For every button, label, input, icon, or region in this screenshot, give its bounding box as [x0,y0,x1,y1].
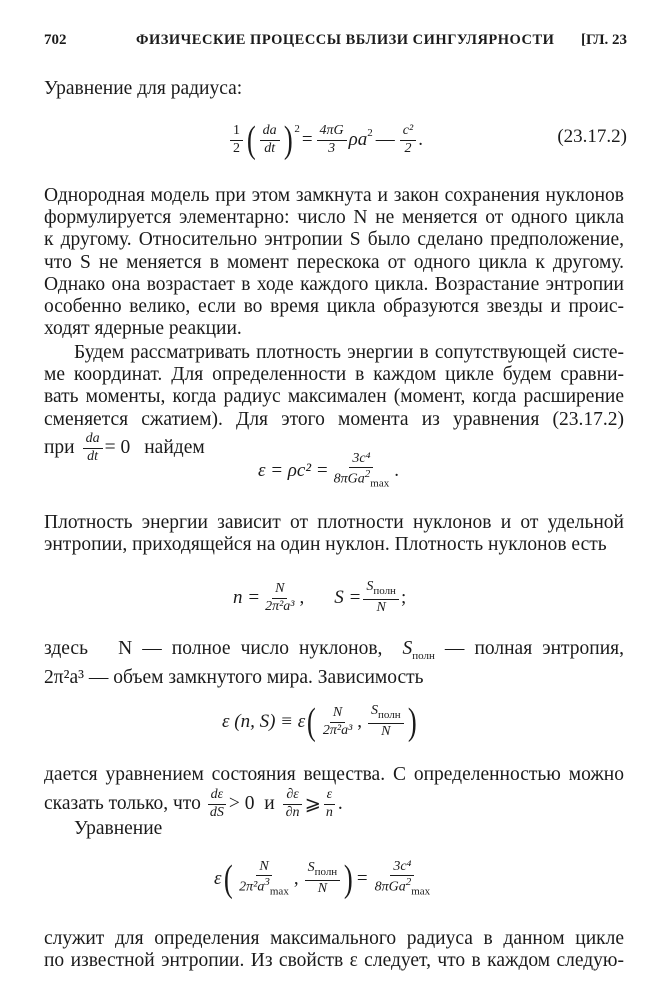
paragraph-energy-density-tail: при $\frac{da}{dt}$ = 0 найдем [44,431,205,464]
paragraph-energy-density: Будем рассматривать плотность энергии в сопутствующей систе- ме координат. Для определенности в каждом цикле будем сравни- вать моменты, когда радиус максимален (момент, когда расширение сменяется сжатием). Для этого момента из уравнения (23.17.2) [44,342,624,430]
equation-max-radius: ε ( $\frac{N}{2\pi^2a^3_{max}}$ , $\frac{S_{полн}}{N}$ ) = $\frac{\text{3c⁴}}{8\pi Ga^2_{max}}$ [214,858,431,900]
paragraph-homogeneous-model: Однородная модель при этом замкнута и закон сохранения нуклонов формулируется элементарно: число N не меняется от одного цикла к другому. Относительно энтропии S было сделано предположение, что S не меняется в момент перескока от одного цикла к другому. Однако она возрастает в ходе каждого цикла. Возрастание энтропии особенно велико, если во время цикла образуются звезды и проис- ходят ядерные реакции. [44,185,624,340]
chapter-label: [ГЛ. 23 [581,32,627,48]
page-number: 702 [44,32,67,48]
fraction-da-dt-inline: $\frac{da}{dt}$ [83,432,103,464]
equation-23-17-2: $\frac{1}{2}$ ( $\frac{da}{dt}$ ) $^2$ = $\frac{4\pi G}{3}$ ρa $^2$ — $\frac{\text{c²}}{2}$ . [228,112,423,168]
running-title: ФИЗИЧЕСКИЕ ПРОЦЕССЫ ВБЛИЗИ СИНГУЛЯРНОСТИ [136,32,555,48]
equation-epsilon-nS: ε (n, S) ≡ ε ( $\frac{N}{\text{2π²a³}}$ , $\frac{S_{полн}}{N}$ ) [222,701,417,743]
inequalities-line: сказать только, что $\frac{d\varepsilon}{dS}$ > 0 и $\frac{\partial\varepsilon}{\partial n}$ ⩾ $\frac{\varepsilon}{n}$ . [44,786,343,820]
equation-number: (23.17.2) [557,126,627,147]
fraction-Sfull-N: $\frac{S_{полн}}{N}$ [363,580,399,615]
equation-epsilon-max: ε = ρc² = $\frac{\text{3c⁴}}{8\pi Ga^2_{max}}$ . [258,450,399,490]
running-header [44,32,627,56]
paragraph-equation-of-state: дается уравнением состояния вещества. С определенностью можно [44,764,624,785]
paragraph-where: здесь N — полное число нуклонов, $S_{полн}$ — полная энтропия, 2π²a³ — объем замкнутого мира. Зависимость [44,638,625,689]
paragraph-nucleon-density: Плотность энергии зависит от плотности нуклонов и от удельной энтропии, приходящейся на один нуклон. Плотность нуклонов есть [44,512,624,556]
paragraph-equation-label: Уравнение [74,818,163,839]
fraction-3c4-8piGa2: $\frac{\text{3c⁴}}{8\pi Ga^2_{max}}$ [333,450,390,490]
fraction-N-2pi2a3: $\frac{N}{\text{2π²a³}}$ [265,580,295,614]
fraction-c2-2: $\frac{\text{c²}}{2}$ [400,124,416,156]
fraction-da-dt: $\frac{da}{dt}$ [260,124,280,156]
equation-n-and-S: n = $\frac{N}{\text{2π²a³}}$ , S = $\frac{S_{полн}}{N}$ ; [233,579,407,615]
paragraph-radius-intro: Уравнение для радиуса: [44,78,243,99]
fraction-one-half: $\frac{1}{2}$ [230,124,243,156]
paragraph-determination: служит для определения максимального радиуса в данном цикле по известной энтропии. Из свойств ε следует, что в каждом следую- [44,928,624,972]
fraction-4piG-3: $\frac{4\pi G}{3}$ [317,124,347,156]
